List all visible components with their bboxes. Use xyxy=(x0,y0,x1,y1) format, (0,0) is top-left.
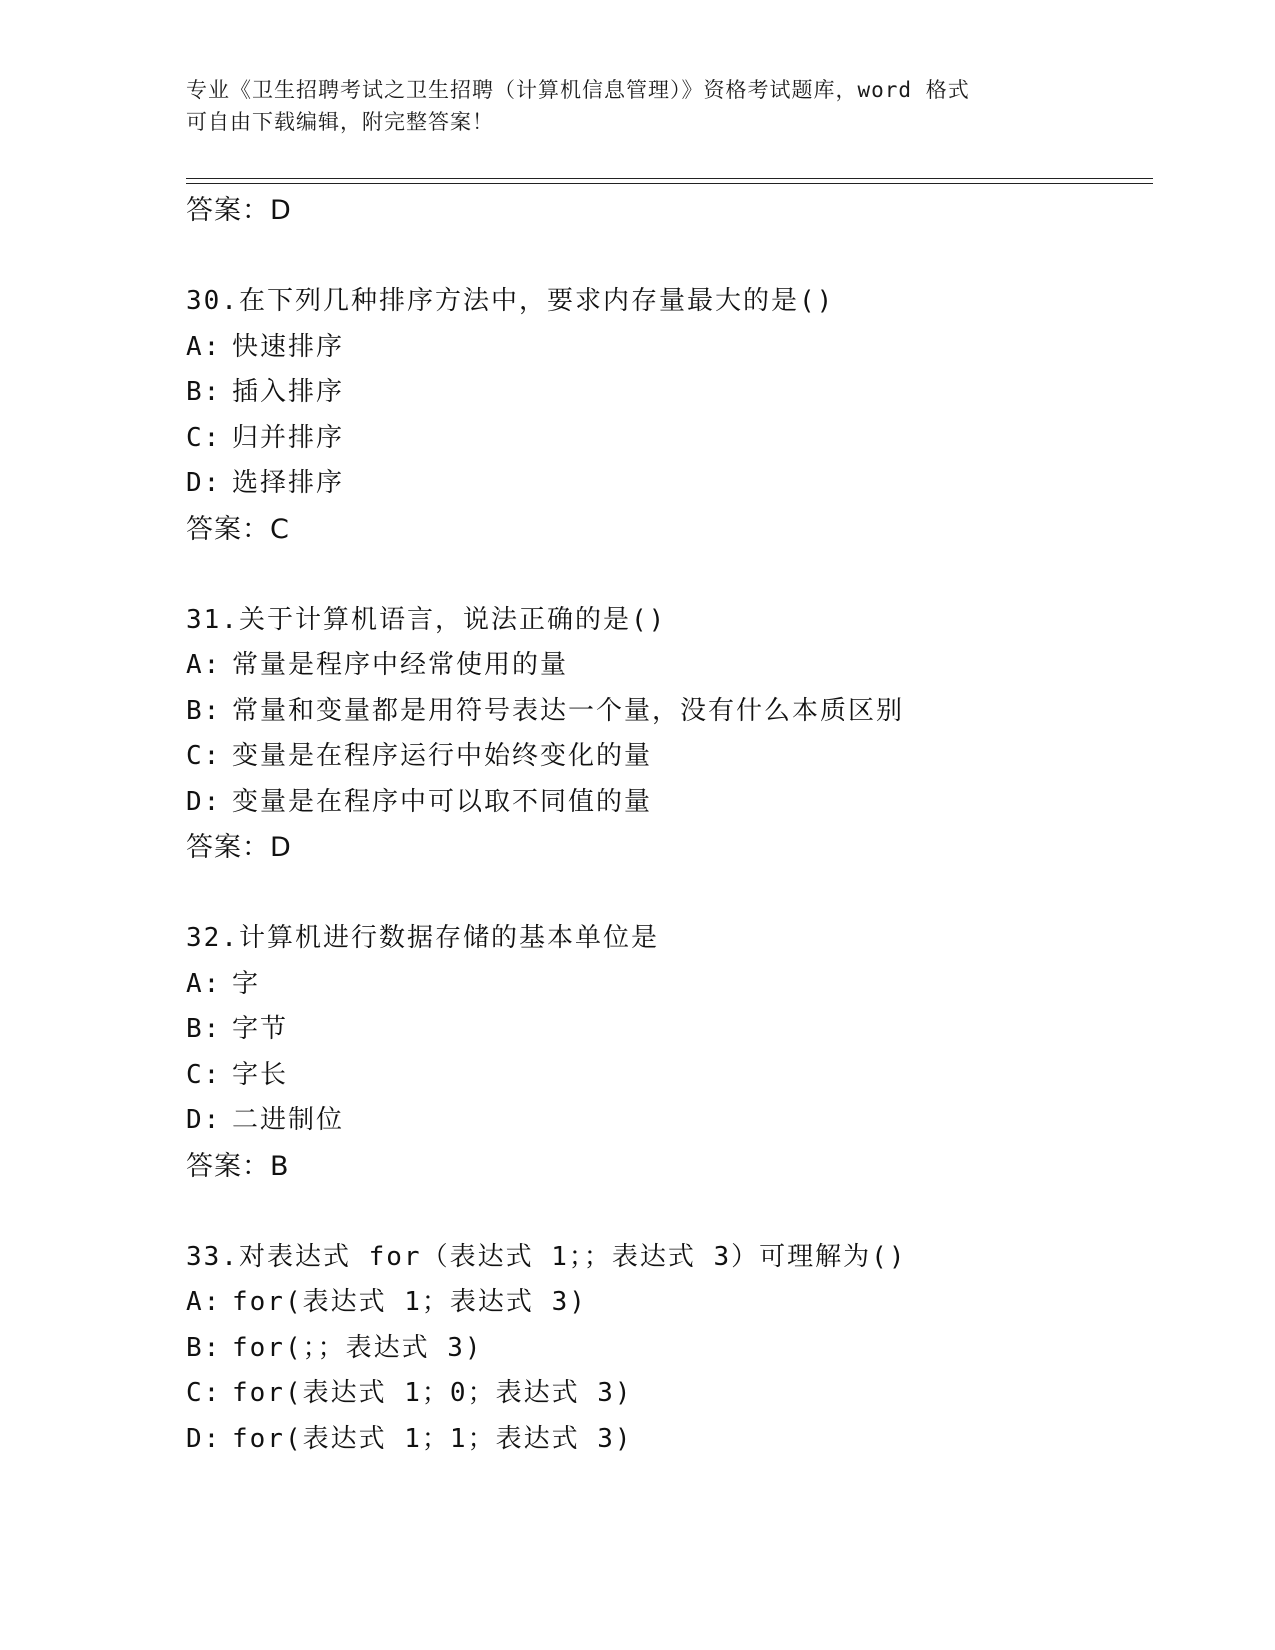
option-a xyxy=(186,1280,1166,1326)
option-d xyxy=(186,780,1166,826)
question-list xyxy=(186,188,1166,1462)
option-c xyxy=(186,1053,1166,1099)
option-letter: A: xyxy=(186,331,222,362)
option-letter: A: xyxy=(186,1287,222,1317)
question-block xyxy=(186,1235,1166,1463)
header-line-2: 可自由下载编辑，附完整答案！ xyxy=(186,110,494,134)
option-b xyxy=(186,370,1166,416)
option-d xyxy=(186,1098,1166,1144)
option-a xyxy=(186,643,1166,689)
option-letter: D: xyxy=(186,1105,222,1135)
header-divider-bottom xyxy=(186,183,1153,184)
option-text: for(；；表达式 3) xyxy=(232,1332,483,1363)
spacer xyxy=(186,871,1166,916)
option-letter: C: xyxy=(186,1059,222,1090)
option-text: for(表达式 1；1；表达式 3) xyxy=(232,1423,633,1454)
answer-line: 答案：D xyxy=(186,832,292,863)
option-text: for(表达式 1；0；表达式 3) xyxy=(232,1378,633,1408)
option-a xyxy=(186,325,1166,371)
option-c xyxy=(186,734,1166,780)
option-a xyxy=(186,962,1166,1008)
option-text: 二进制位 xyxy=(232,1105,345,1135)
header-divider-top xyxy=(186,178,1153,179)
option-text: 字 xyxy=(232,968,261,999)
option-b xyxy=(186,689,1166,735)
answer-line: 答案：B xyxy=(186,1150,290,1182)
option-letter: B: xyxy=(186,695,222,726)
header-line-1: 专业《卫生招聘考试之卫生招聘（计算机信息管理）》资格考试题库，word 格式 xyxy=(186,78,970,102)
question-text: 32.计算机进行数据存储的基本单位是 xyxy=(186,923,659,953)
option-text: 变量是在程序中可以取不同值的量 xyxy=(232,786,653,817)
option-letter: D: xyxy=(186,786,222,817)
option-text: 快速排序 xyxy=(232,331,345,362)
option-text: for(表达式 1；表达式 3) xyxy=(232,1287,587,1317)
option-letter: C: xyxy=(186,741,222,771)
question-block xyxy=(186,598,1166,872)
option-text: 常量和变量都是用符号表达一个量，没有什么本质区别 xyxy=(232,695,905,726)
option-text: 变量是在程序运行中始终变化的量 xyxy=(232,741,653,771)
option-letter: C: xyxy=(186,1378,222,1408)
spacer xyxy=(186,234,1166,279)
option-c xyxy=(186,1371,1166,1417)
option-text: 选择排序 xyxy=(232,468,345,498)
option-text: 插入排序 xyxy=(232,377,345,407)
option-c xyxy=(186,416,1166,462)
option-letter: B: xyxy=(186,1014,222,1044)
option-d xyxy=(186,461,1166,507)
option-text: 字长 xyxy=(232,1059,289,1090)
question-block xyxy=(186,279,1166,553)
question-text: 30.在下列几种排序方法中，要求内存量最大的是() xyxy=(186,286,835,316)
question-text: 31.关于计算机语言，说法正确的是() xyxy=(186,604,667,635)
option-letter: D: xyxy=(186,468,222,498)
option-b xyxy=(186,1007,1166,1053)
option-d xyxy=(186,1417,1166,1463)
option-letter: A: xyxy=(186,968,222,999)
option-letter: A: xyxy=(186,650,222,680)
spacer xyxy=(186,1190,1166,1235)
option-letter: B: xyxy=(186,377,222,407)
answer-line: 答案：C xyxy=(186,513,290,545)
previous-answer: 答案：D xyxy=(186,195,292,226)
question-text: 33.对表达式 for（表达式 1；；表达式 3）可理解为() xyxy=(186,1241,907,1272)
option-letter: C: xyxy=(186,422,222,453)
option-text: 归并排序 xyxy=(232,422,345,453)
option-text: 字节 xyxy=(232,1014,289,1044)
option-b xyxy=(186,1326,1166,1372)
question-block xyxy=(186,916,1166,1190)
spacer xyxy=(186,553,1166,598)
option-letter: D: xyxy=(186,1423,222,1454)
option-letter: B: xyxy=(186,1332,222,1363)
option-text: 常量是程序中经常使用的量 xyxy=(232,650,569,680)
document-header xyxy=(186,74,1086,138)
